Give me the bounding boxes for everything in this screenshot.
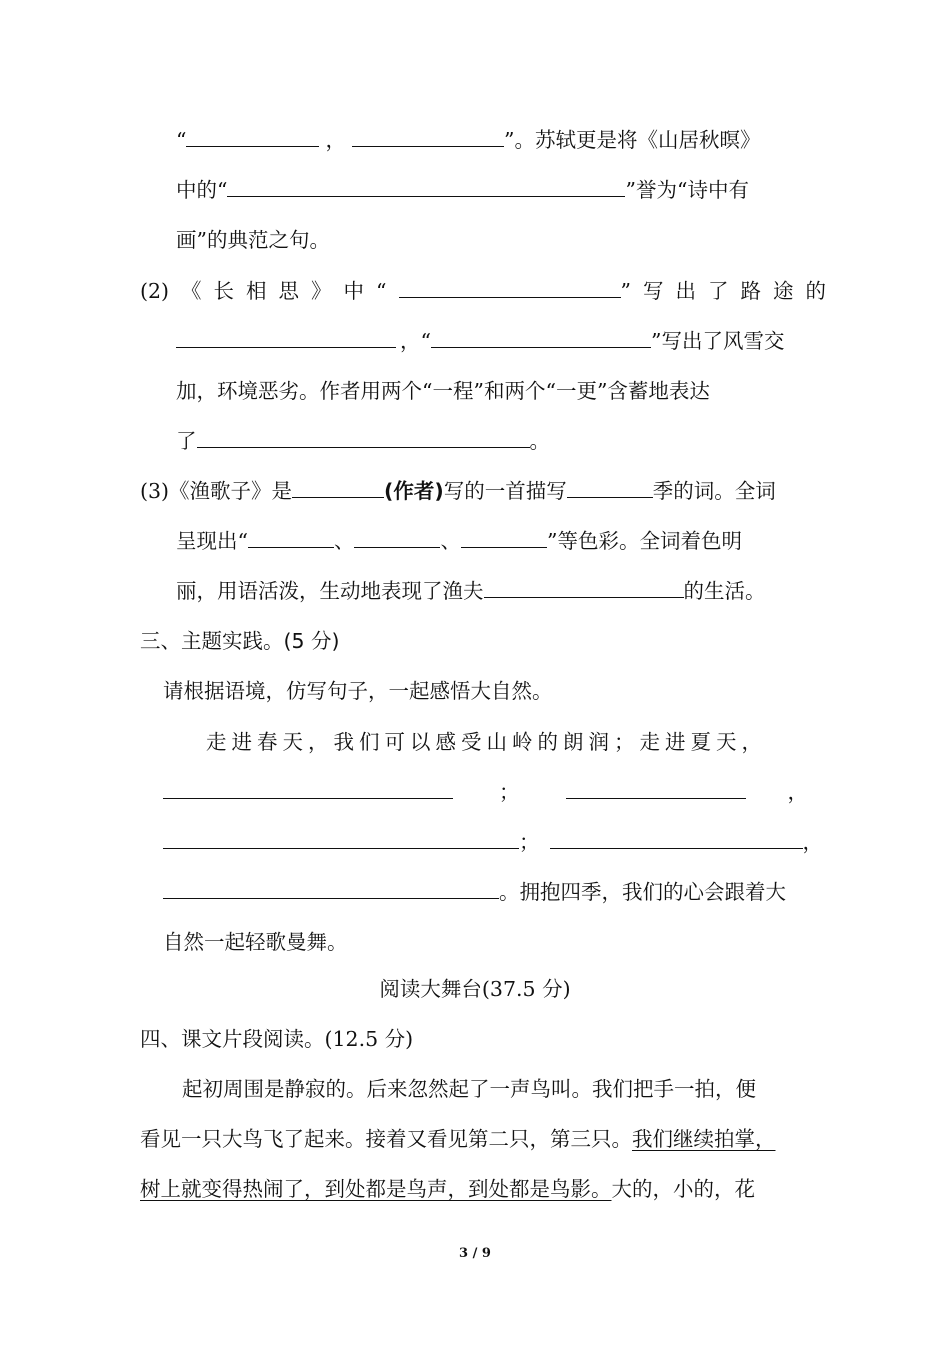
section3-title — [140, 627, 340, 655]
item-number: (3) — [140, 479, 170, 503]
page-number: 3 / 9 — [459, 1246, 491, 1261]
q2-continued-line-2 — [176, 176, 749, 204]
passage-line-2 — [140, 1125, 776, 1153]
answer-blank[interactable] — [163, 778, 453, 799]
reading-section-title — [0, 975, 950, 1003]
answer-blank[interactable] — [186, 126, 319, 147]
answer-blank[interactable] — [227, 176, 625, 197]
text: ”等色彩。全词着色明 — [546, 529, 742, 553]
text: 季的词。全词 — [652, 479, 776, 503]
passage-line-3 — [140, 1175, 755, 1203]
text: 中的“ — [176, 178, 228, 202]
text: 画”的典范之句。 — [176, 228, 330, 252]
text: 丽，用语活泼，生动地表现了渔夫 — [176, 579, 484, 603]
text: ； — [519, 830, 540, 854]
q2-part2-line-3 — [176, 377, 710, 405]
section3-instruction — [163, 677, 553, 705]
text: 走进春天，我们可以感受山岭的朗润；走进夏天， — [206, 730, 767, 754]
text: 《渔歌子》是 — [169, 479, 293, 503]
section3-answer-line-2 — [163, 778, 808, 806]
q2-part3-line-2 — [176, 527, 742, 555]
q2-part2-line-1 — [140, 277, 838, 305]
text: 看见一只大鸟飞了起来。接着又看见第二只，第三只。 — [140, 1127, 632, 1151]
text: 、 — [440, 529, 461, 553]
answer-blank[interactable] — [163, 828, 519, 849]
text: ”。苏轼更是将《山居秋暝》 — [503, 128, 761, 152]
answer-blank[interactable] — [292, 477, 384, 498]
answer-blank[interactable] — [566, 778, 746, 799]
section4-title — [140, 1025, 413, 1053]
text: ， — [787, 780, 808, 804]
passage-line-1 — [182, 1075, 756, 1103]
text: 请根据语境，仿写句子，一起感悟大自然。 — [163, 679, 553, 703]
text: 加，环境恶劣。作者用两个“一程”和两个“一更”含蓄地表达 — [176, 379, 710, 403]
section3-answer-line-4 — [163, 878, 786, 906]
comma: ， — [325, 128, 346, 152]
text: 起初周围是静寂的。后来忽然起了一声鸟叫。我们把手一拍，便 — [182, 1077, 756, 1101]
text: 。 — [529, 429, 550, 453]
text: 了 — [176, 429, 197, 453]
answer-blank[interactable] — [352, 126, 504, 147]
answer-blank[interactable] — [550, 828, 803, 849]
answer-blank[interactable] — [197, 427, 530, 448]
text: ， — [802, 830, 823, 854]
text: 的生活。 — [683, 579, 766, 603]
answer-blank[interactable] — [248, 527, 334, 548]
answer-blank[interactable] — [354, 527, 440, 548]
underlined-text: 我们继续拍掌， — [632, 1127, 776, 1151]
heading: 三、主题实践。(5 分) — [140, 629, 340, 653]
item-number: (2) — [140, 279, 170, 303]
answer-blank[interactable] — [399, 277, 621, 298]
q2-part3-line-1 — [140, 477, 776, 505]
text: (作者) — [384, 479, 444, 503]
q2-part2-line-2 — [176, 327, 784, 355]
text: ”誉为“诗中有 — [625, 178, 749, 202]
q2-continued-line-3 — [176, 226, 330, 254]
q2-part2-line-4 — [176, 427, 550, 455]
q2-part3-line-3 — [176, 577, 766, 605]
answer-blank[interactable] — [567, 477, 653, 498]
answer-blank[interactable] — [461, 527, 547, 548]
section3-answer-line-3 — [163, 828, 823, 856]
text: ”写出了路途的 — [620, 279, 839, 303]
section3-answer-line-5 — [163, 928, 348, 956]
text: ”写出了风雪交 — [650, 329, 785, 353]
answer-blank[interactable] — [163, 878, 499, 899]
text: ； — [499, 780, 520, 804]
text: 、 — [333, 529, 355, 553]
text: 自然一起轻歌曼舞。 — [163, 930, 348, 954]
q2-continued-line-1 — [176, 126, 760, 154]
text: 呈现出“ — [176, 529, 248, 553]
answer-blank[interactable] — [431, 327, 651, 348]
heading: 阅读大舞台(37.5 分) — [379, 977, 571, 1001]
text: 写的一首描写 — [443, 479, 567, 503]
section3-prompt-line-1 — [206, 728, 767, 756]
text: ，“ — [400, 329, 431, 353]
heading: 四、课文片段阅读。(12.5 分) — [140, 1027, 414, 1051]
text: 大的，小的，花 — [611, 1177, 755, 1201]
quote-open: “ — [176, 128, 187, 152]
answer-blank[interactable] — [484, 577, 684, 598]
underlined-text: 树上就变得热闹了，到处都是鸟声，到处都是鸟影。 — [140, 1177, 612, 1201]
text: 。拥抱四季，我们的心会跟着大 — [499, 880, 786, 904]
answer-blank[interactable] — [176, 327, 396, 348]
text: 《长相思》中“ — [181, 279, 399, 303]
